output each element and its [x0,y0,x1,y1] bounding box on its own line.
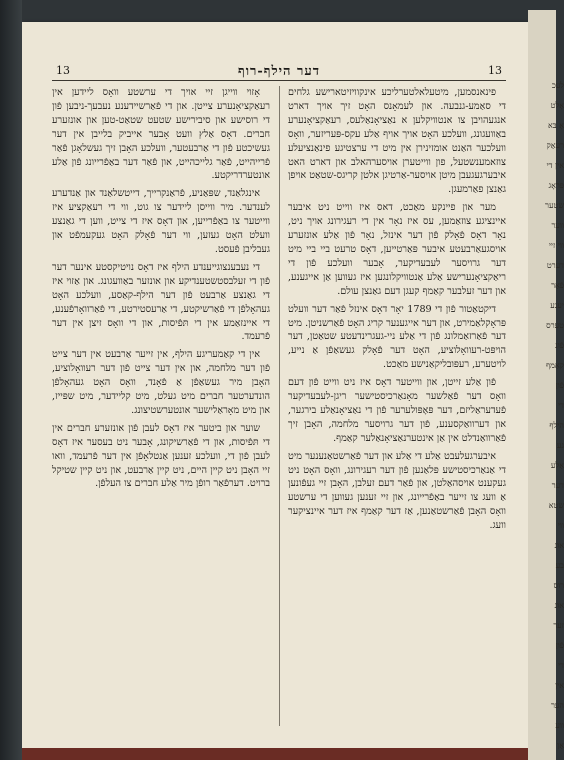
page-header [52,62,506,81]
adjacent-page-fragment: דער [551,481,564,490]
left-column [52,86,270,726]
adjacent-page-fragment: אין די [546,161,564,170]
adjacent-page-fragment: פֿון [555,641,564,650]
paragraph: אין די קאַמעריגע הילף, אין זייער אַרבעט אין דער צייט פֿון דער מלחמה, און אין דער צייט פֿון דער רעוואָלוציע, האָבן מיר געשאַפֿן אַ פֿאָנד, וואָס האָט געהאָלפֿן הונדערטער חברים מיט געלט, מיט קליידער, מיט שפּייז, און מיט מאָראַלישער אונטערשטיצונג. [52,349,270,416]
adjacent-page-fragment: פּראָג [548,181,564,190]
right-column [288,86,506,726]
paragraph: איבערגעלעבט אַלע די אַלע און דער פֿאַרשטאַנענער מיט די אַנאַרכיסטישע פּלאַנען פֿון דער רעגירונג, וואָס האָט ניט געקענט אויסהאַלטן, און פֿאַר דעם זעלבן, האָבן זיי געפֿונען אַ וועג צו זייער באַפֿרייונג, און זיי זענען געווען די ערשטע וואָס האָבן פֿאַרשטאַנען, אַז דער קאַמף איז דער איינציקער וועג. [288,450,506,532]
column-divider [279,86,280,726]
book-spine [0,0,22,760]
adjacent-page-fragment: די [558,661,564,670]
page-number-left: 13 [56,64,70,77]
adjacent-page-fragment: שטא [548,501,564,510]
adjacent-page-fragment: גע [556,441,564,450]
adjacent-page-fragment: אונ [554,541,564,550]
book-page [22,22,528,748]
paragraph: פֿון אַלע זייטן, און ווייטער דאָס איז ניט ווייט פֿון דעם וואָס דער פֿאַלשער מאָנאַרכיסטישער ריגן-לעבעדיקער פֿעדעראַליזם, דער פּאָפּולערער פֿון די נאַציאָנאַלע בירגער, און דערוואַקסענע, פֿון דער גרויסער מלחמה, האָבן זיך פֿאַרוואַנדלט אין אַן אינטערנאַציאָנאַלער קאַמף. [288,377,506,444]
adjacent-page-fragment: אין [555,681,564,690]
adjacent-page-fragment: בע [555,561,564,570]
adjacent-page-fragment: לעכ [551,81,564,90]
paragraph: מער און פיינקע מאַכט, דאס איז ווייט ניט איבער איינציגע צוזאַמען, עס איז נאָר אין די רעגירונג אויך ניט, נאָר דאָס פֿאָלק פֿון דער אינזל, נאָר פֿון אַלע אונזערע אויסגעאַרבעטע איבער פּאַרטייען, דאָס טרעט ביי ביי מיט דער גרויסער לעבעדיקער, אָבער וועלכע פֿון די ריאַקציאָנערישע אַלע אַנטוויקלונגען איז געווען אַן אייגענע, און דער זעלבער קאַמף קעגן דעם גאַנצן עולם. [288,202,506,297]
adjacent-page-fragment: זער [553,621,564,630]
page-number-right: 13 [488,64,502,77]
text-columns [52,86,506,726]
adjacent-page-fragment: פֿון [555,381,564,390]
paragraph: די נעבענצוגייענדע הילף איז דאָס נויטיקסטע אינער דער פֿון די זעלבסטשטענדיקע און אונזער באַוועגונג. און אַזוי איז די גאַנצע אַרבעט פֿון דער הילף-קאַסע, וועלכע האָט געהאָלפֿן די פֿאַרשיקטע, די אַרעסטירטע, די פֿאַרוואָרפֿענע, די איינזאַמע אין די תּפֿיסות, און די וואָס זיצן אין דער פֿרעמד. [52,261,270,343]
adjacent-page-fragment: הילף [549,421,564,430]
adjacent-page-fragment: שטער [545,201,564,210]
paragraph: אָזוי ווייגן זיי אויך די ערשטע וואָס ליידען אין רעאַקציאָנערע צייטן. און די פֿאַרשיידענע נעבעך-ניבען פֿון די רוסישע און סיבירישע שטעט שטאַט-טען און אונזערע חברים. דאָס אַלץ וועט אָבער אייביק בלייבן אין דער געשיכטע פֿון די אַרבעטער, וועלכע האָבן זיך געשלאָגן פֿאַר פֿרייהייט, פֿאַר גלייכהייט, און פֿאַר דער באַפֿרייונג פֿון אַלע אונטערדריקטע. [52,87,270,182]
running-title: דער הילף-רוף [237,64,321,79]
adjacent-page-edge [528,10,564,760]
adjacent-page-fragment: קאַמף [546,361,564,370]
adjacent-page-fragment: אַלע [550,461,564,470]
adjacent-page-fragment: טערס [546,321,564,330]
adjacent-page-fragment: ווי [557,521,564,530]
adjacent-page-fragment: רוס [553,581,564,590]
adjacent-page-fragment: הער [550,701,564,710]
adjacent-page-fragment: פֿאַר [551,281,564,290]
paragraph: פינאנסמען, מיטעלאלטערליכע אינקוויזיטארישע גלחים די סאַמע-גנבעה. און לעמאָנס האָט זיך אויך דארט אנגעהויבן צו אנטוויקלען א נאַציאָנאַלעס, רעאַקציאָנערע באַוועגונג, וועלכע האָט אויך אויף אַלע עקס-פּעריזער, וואָס וועלכער האַנט אומזינירן אין מיט די ערצטיגע פינאַנציעלע צוזאמענשטעל, פון ווייטערן אויסערהאלב און דארט האט איבערגעגעבן מיטן אויסער-אַרטיגן אלטן קריגס-שטאַט אויפן גאַנצן פאַרמעגן. [287,87,506,196]
adjacent-page-fragment: יענע [550,301,564,310]
book-edge [22,748,528,760]
adjacent-page-fragment: אָ בּא [548,121,564,130]
adjacent-page-fragment: דערט [546,261,564,270]
adjacent-page-fragment: רעאַק [546,141,564,150]
adjacent-page-fragment: פֿונ [555,341,564,350]
adjacent-page-fragment: ווער [551,221,564,230]
adjacent-page-fragment: אַן [557,741,564,750]
paragraph: אינגלאַנד, שפּאַניע, פֿראַנקרייך, דייטשלאַנד און אַנדערע לענדער. מיר ווייסן ליידער צו גוט, ווי די רעאַקציע איז ווייטער צו באַפֿרייען, און דאָס איז די צייט, ווען די גאַנצע וועלט האָט געזען, ווי דער פֿאָלק האָט געקעמפֿט און געבליבן פֿעסט. [52,188,270,255]
adjacent-page-fragment: ווי זיי [548,241,564,250]
adjacent-page-fragment: אָלט [550,101,564,110]
adjacent-page-fragment: ווע [555,721,564,730]
paragraph: שוער און ביטער איז דאָס לעבן פֿון אונזערע חברים אין די תּפֿיסות, און די פֿאַרשיקונג, אָבער ניט בעסער איז דאָס לעבן פֿון די, וועלכע זענען אַנטלאָפֿן אין דער פֿרעמד, וואו זיי האָבן ניט קיין היים, ניט קיין אַרבעט, און ניט קיין שטיקל ברויט. דערפֿאַר רופֿן מיר אַלע חברים צו העלפֿן. [52,422,270,490]
adjacent-page-fragment: אונ [554,601,564,610]
adjacent-page-fragment: די [558,401,564,410]
paragraph: דיקטאַטור פֿון די 1789 יאָר דאָס אינזל פֿאַר דער וועלט פּראָקלאַמירט, און דער אייגענער קריג האָט פֿאַרשניטן. מיט דער פֿאַרזאַמלונג פֿון די אַלע ניי-געגרינדעטע שטאַטן, דער הויפּט-רעוואָלוציע, האָט דער פֿאָלק געשאַפֿן אַ נייע, לויטערע, רעפּובליקאַנישע מאַכט. [288,303,506,371]
